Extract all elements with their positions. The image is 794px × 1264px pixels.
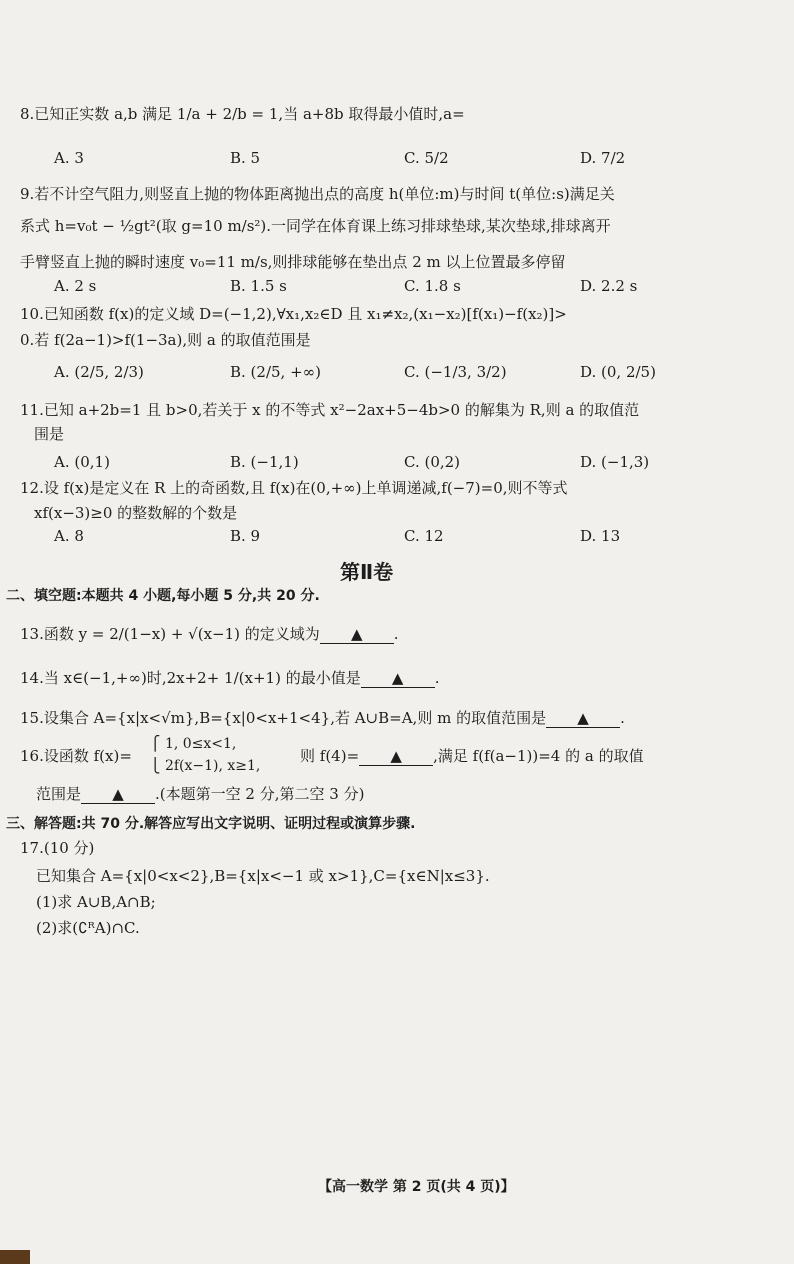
q12-option-a: A. 8 <box>54 527 84 545</box>
q13-text: 13.函数 y = 2/(1−x) + √(x−1) 的定义域为 <box>20 625 320 643</box>
q14-end: . <box>434 669 440 687</box>
q16-triangle-mark-1: ▲ <box>390 747 402 765</box>
q16-line1-rest <box>300 746 644 766</box>
q10-line1: 10.已知函数 f(x)的定义域 D=(−1,2),∀x₁,x₂∈D 且 x₁≠x₂,(x₁−x₂)[f(x₁)−f(x₂)]> <box>20 305 567 323</box>
q16-text: 16.设函数 f(x)= <box>20 747 132 765</box>
q10-option-d: D. (0, 2/5) <box>580 363 656 381</box>
q11-option-c: C. (0,2) <box>404 453 461 471</box>
q17-sub2: (2)求(∁ᴿA)∩C. <box>36 919 140 937</box>
q12-line2: xf(x−3)≥0 的整数解的个数是 <box>34 504 238 522</box>
q17-line1: 已知集合 A={x|0<x<2},B={x|x<−1 或 x>1},C={x∈N|x≤3}. <box>36 867 490 885</box>
q9-option-a: A. 2 s <box>54 277 97 295</box>
q15-line <box>20 708 625 728</box>
q10-option-c: C. (−1/3, 3/2) <box>404 363 507 381</box>
q16-answer-blank-1[interactable] <box>359 747 433 766</box>
q11-option-d: D. (−1,3) <box>580 453 650 471</box>
q8-stem: 8.已知正实数 a,b 满足 1/a + 2/b = 1,当 a+8b 取得最小值时,a= <box>20 105 465 123</box>
q15-end: . <box>620 709 625 727</box>
q10-line2: 0.若 f(2a−1)>f(1−3a),则 a 的取值范围是 <box>20 331 311 349</box>
q11-line1: 11.已知 a+2b=1 且 b>0,若关于 x 的不等式 x²−2ax+5−4b>0 的解集为 R,则 a 的取值范 <box>20 401 640 419</box>
q12-option-c: C. 12 <box>404 527 444 545</box>
q17-sub1: (1)求 A∪B,A∩B; <box>36 893 156 911</box>
q9-option-d: D. 2.2 s <box>580 277 638 295</box>
q8-option-d: D. 7/2 <box>580 149 626 167</box>
q14-text: 14.当 x∈(−1,+∞)时,2x+2+ 1/(x+1) 的最小值是 <box>20 669 361 687</box>
q11-option-b: B. (−1,1) <box>230 453 299 471</box>
q9-option-c: C. 1.8 s <box>404 277 461 295</box>
q14-answer-blank[interactable] <box>361 669 435 688</box>
q16-case2: ⎩ 2f(x−1), x≥1, <box>150 758 261 774</box>
q16-line2-text: 范围是 <box>36 785 82 803</box>
q16-line2-note: .(本题第一空 2 分,第二空 3 分) <box>155 785 365 803</box>
q10-option-b: B. (2/5, +∞) <box>230 363 322 381</box>
q13-triangle-mark: ▲ <box>351 625 363 643</box>
q13-end: . <box>393 625 399 643</box>
q16-case1: ⎧ 1, 0≤x<1, <box>150 736 237 752</box>
q15-text: 15.设集合 A={x|x<√m},B={x|0<x+1<4},若 A∪B=A,则 m 的取值范围是 <box>20 709 547 727</box>
q9-line3: 手臂竖直上抛的瞬时速度 v₀=11 m/s,则排球能够在垫出点 2 m 以上位置最多停留 <box>20 253 566 271</box>
q8-option-c: C. 5/2 <box>404 149 449 167</box>
section-ii-title: 第Ⅱ卷 <box>340 560 394 584</box>
q12-line1: 12.设 f(x)是定义在 R 上的奇函数,且 f(x)在(0,+∞)上单调递减,f(−7)=0,则不等式 <box>20 479 568 497</box>
q16-triangle-mark-2: ▲ <box>112 785 124 803</box>
q13-answer-blank[interactable] <box>320 625 394 644</box>
part2-heading: 二、填空题:本题共 4 小题,每小题 5 分,共 20 分. <box>6 588 320 604</box>
q9-option-b: B. 1.5 s <box>230 277 287 295</box>
q15-answer-blank[interactable] <box>546 709 620 728</box>
q16-line2 <box>36 784 364 804</box>
q16-after-text: ,满足 f(f(a−1))=4 的 a 的取值 <box>433 747 644 765</box>
q9-line1: 9.若不计空气阻力,则竖直上抛的物体距离抛出点的高度 h(单位:m)与时间 t(单位:s)满足关 <box>20 185 615 203</box>
q16-line1 <box>20 746 132 766</box>
q17-head: 17.(10 分) <box>20 839 95 857</box>
q16-mid-text: 则 f(4)= <box>300 747 360 765</box>
q14-triangle-mark: ▲ <box>391 669 404 687</box>
q16-answer-blank-2[interactable] <box>81 785 155 804</box>
q14-line <box>20 668 439 688</box>
part3-heading: 三、解答题:共 70 分.解答应写出文字说明、证明过程或演算步骤. <box>6 816 416 832</box>
q13-line <box>20 624 399 644</box>
corner-mark <box>0 1250 30 1264</box>
q15-triangle-mark: ▲ <box>577 709 589 727</box>
q9-line2: 系式 h=v₀t − ½gt²(取 g=10 m/s²).一同学在体育课上练习排球垫球,某次垫球,排球离开 <box>20 217 611 235</box>
q12-option-d: D. 13 <box>580 527 621 545</box>
q12-option-b: B. 9 <box>230 527 261 545</box>
q8-option-b: B. 5 <box>230 149 261 167</box>
q11-line2: 围是 <box>34 425 65 443</box>
page-footer: 【高一数学 第 2 页(共 4 页)】 <box>318 1179 515 1195</box>
q8-option-a: A. 3 <box>54 149 84 167</box>
q10-option-a: A. (2/5, 2/3) <box>54 363 144 381</box>
q11-option-a: A. (0,1) <box>54 453 110 471</box>
